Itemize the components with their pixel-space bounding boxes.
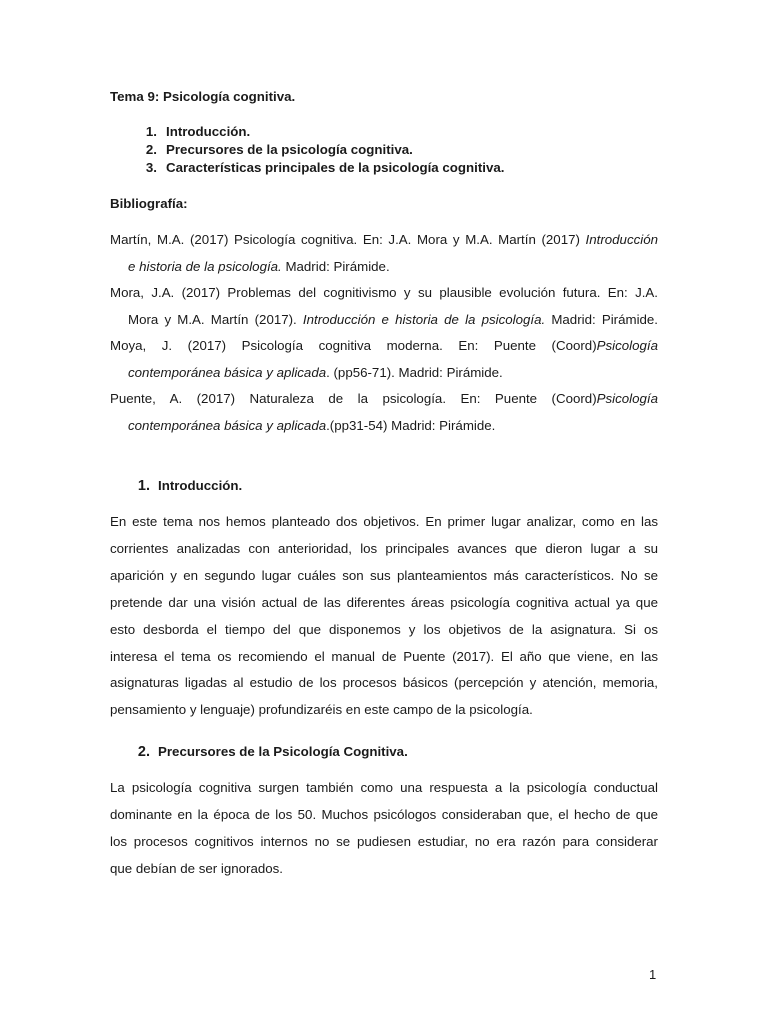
section-heading <box>110 478 242 494</box>
bib-italic: Psicología <box>596 391 658 406</box>
toc-item-number: 3. <box>145 160 157 175</box>
section-number: 2. <box>137 744 150 760</box>
bib-italic: contemporánea básica y aplicada <box>128 417 327 433</box>
bib-italic: contemporánea básica y aplicada <box>128 364 327 380</box>
bib-text: Martín, M.A. (2017) Psicología cognitiva. En: J.A. Mora y M.A. Martín (2017) <box>110 232 586 247</box>
bib-italic: Psicología <box>596 338 658 353</box>
bib-italic: e historia de la psicología. <box>128 258 282 274</box>
toc-item-text: Introducción. <box>166 124 251 139</box>
paragraph-line: esto desborda el tiempo del que disponemos y los objetivos de la asignatura. Si os <box>110 621 658 637</box>
toc-item-number: 1. <box>145 124 157 139</box>
section-paragraph <box>110 509 658 724</box>
section-title: Introducción. <box>158 478 243 493</box>
bib-italic: Introducción <box>585 232 658 247</box>
bib-text: . (pp56-71). Madrid: Pirámide. <box>326 364 503 380</box>
bibliography-heading: Bibliografía: <box>110 196 188 211</box>
bib-text: Moya, J. (2017) Psicología cognitiva moderna. En: Puente (Coord) <box>110 338 597 353</box>
paragraph-line: En este tema nos hemos planteado dos objetivos. En primer lugar analizar, como en las <box>110 514 658 529</box>
section-paragraph <box>110 775 658 883</box>
toc-item-number: 2. <box>145 142 157 157</box>
toc-item <box>110 159 504 177</box>
bib-text: Madrid: Pirámide. <box>545 311 659 327</box>
paragraph-line: La psicología cognitiva surgen también como una respuesta a la psicología conductual <box>110 780 658 795</box>
section-number: 1. <box>137 478 150 494</box>
section-title: Precursores de la Psicología Cognitiva. <box>158 744 408 759</box>
toc-item <box>110 123 504 141</box>
section-heading <box>110 744 408 760</box>
toc-item-text: Precursores de la psicología cognitiva. <box>166 142 413 157</box>
toc-item <box>110 141 504 159</box>
paragraph-line: corrientes analizadas con anterioridad, los principales avances que dieron lugar a su <box>110 540 658 556</box>
page-number: 1 <box>649 967 657 982</box>
paragraph-line: que debían de ser ignorados. <box>110 860 283 876</box>
paragraph-line: interesa el tema os recomiendo el manual de Puente (2017). El año que viene, en las <box>110 648 658 664</box>
bib-italic: Introducción e historia de la psicología. <box>302 311 546 327</box>
bibliography-list <box>110 227 658 439</box>
bib-text: Puente, A. (2017) Naturaleza de la psicología. En: Puente (Coord) <box>110 391 597 406</box>
bibliography-entry <box>110 227 658 280</box>
paragraph-line: dominante en la época de los 50. Muchos psicólogos consideraban que, el hecho de que <box>110 806 658 822</box>
bibliography-entry <box>110 333 658 386</box>
toc-item-text: Características principales de la psicología cognitiva. <box>166 160 505 175</box>
bibliography-entry <box>110 280 658 333</box>
bib-text: Madrid: Pirámide. <box>281 258 390 274</box>
paragraph-line: pretende dar una visión actual de las diferentes áreas psicología cognitiva actual ya que <box>110 594 658 610</box>
table-of-contents <box>110 123 504 177</box>
paragraph-line: pensamiento y lenguaje) profundizaréis en este campo de la psicología. <box>110 702 533 718</box>
bib-text: .(pp31-54) Madrid: Pirámide. <box>326 417 496 433</box>
bib-text: Mora y M.A. Martín (2017). <box>128 311 303 327</box>
bib-text: Mora, J.A. (2017) Problemas del cognitivismo y su plausible evolución futura. En: J.A. <box>110 285 658 300</box>
paragraph-line: aparición y en segundo lugar cuáles son sus planteamientos más característicos. No se <box>110 567 658 583</box>
paragraph-line: los procesos cognitivos internos no se pudiesen estudiar, no era razón para considerar <box>110 833 658 849</box>
document-title: Tema 9: Psicología cognitiva. <box>110 89 296 104</box>
bibliography-entry <box>110 386 658 439</box>
paragraph-line: asignaturas ligadas al estudio de los procesos básicos (percepción y atención, memoria, <box>110 675 658 691</box>
